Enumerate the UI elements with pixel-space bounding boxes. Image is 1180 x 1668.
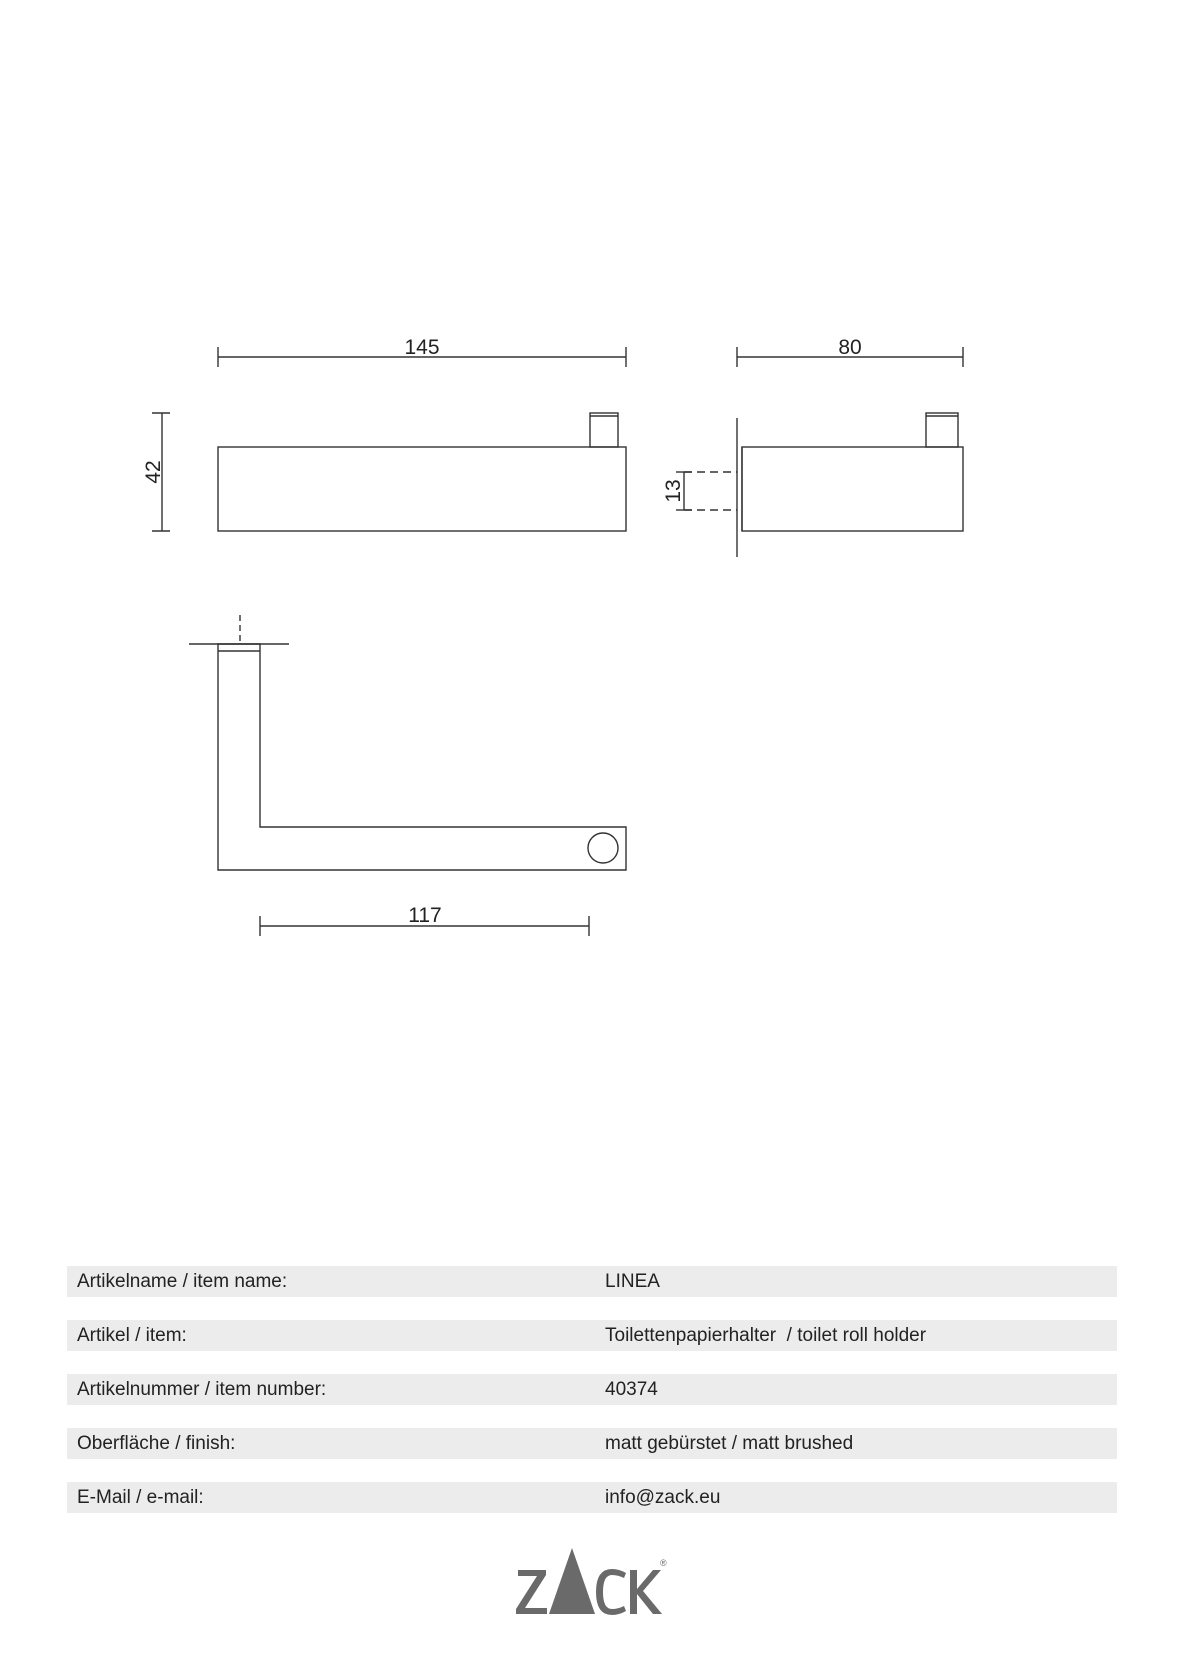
info-row-item-number xyxy=(67,1374,1117,1405)
front-stub xyxy=(590,413,618,447)
info-label: E-Mail / e-mail: xyxy=(77,1487,204,1508)
dimension-label-13: 13 xyxy=(662,479,685,503)
side-body xyxy=(742,447,963,531)
info-row-item xyxy=(67,1320,1117,1351)
info-value: info@zack.eu xyxy=(605,1487,721,1508)
side-view xyxy=(676,347,963,557)
dimension-label-145: 145 xyxy=(404,336,440,359)
info-label: Oberfläche / finish: xyxy=(77,1433,236,1454)
info-row-email xyxy=(67,1482,1117,1513)
front-body xyxy=(218,447,626,531)
info-value: LINEA xyxy=(605,1271,660,1292)
registered-mark: ® xyxy=(660,1558,667,1568)
side-stub xyxy=(926,413,958,447)
roll-stopper-circle xyxy=(588,833,618,863)
front-view xyxy=(152,347,626,531)
info-value: 40374 xyxy=(605,1379,658,1400)
info-value: matt gebürstet / matt brushed xyxy=(605,1433,854,1454)
l-shaped-arm xyxy=(218,644,626,870)
dimension-label-42: 42 xyxy=(142,460,165,484)
top-view xyxy=(189,615,626,936)
info-label: Artikelname / item name: xyxy=(77,1271,288,1292)
dimension-label-80: 80 xyxy=(838,336,862,359)
info-value: Toilettenpapierhalter / toilet roll holder xyxy=(605,1325,927,1346)
info-row-item-name xyxy=(67,1266,1117,1297)
info-label: Artikel / item: xyxy=(77,1325,187,1346)
zack-logo xyxy=(510,1548,670,1620)
info-row-finish xyxy=(67,1428,1117,1459)
dimension-label-117: 117 xyxy=(408,904,442,927)
info-label: Artikelnummer / item number: xyxy=(77,1379,327,1400)
